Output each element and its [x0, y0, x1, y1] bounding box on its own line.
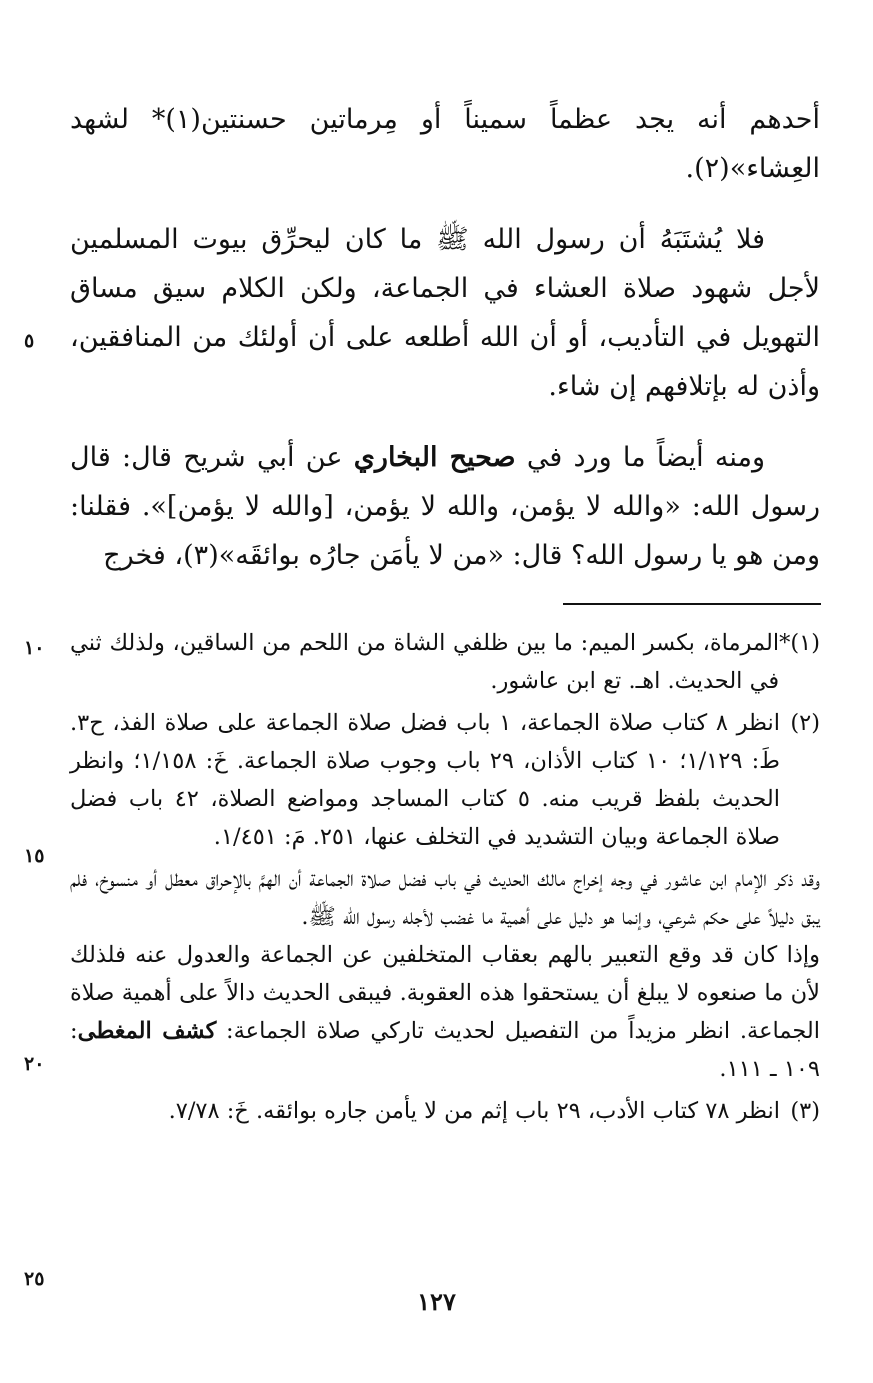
footnote-1-number: (١)* [779, 630, 820, 656]
paragraph-3-start: ومنه أيضاً ما ورد في [526, 442, 766, 473]
footnote-2 [70, 704, 820, 856]
footnote-3-text: انظر ٧٨ كتاب الأدب، ٢٩ باب إثم من لا يأمن جاره بوائقه. خَ: ٧/٧٨. [168, 1098, 780, 1124]
book-title-kashf: كشف المغطى [77, 1018, 217, 1044]
footnote-separator [563, 603, 821, 605]
footnote-3-number: (٣) [790, 1098, 820, 1124]
paragraph-2: فلا يُشتَبَهُ أن رسول الله ﷺ ما كان ليحرِّق بيوت المسلمين لأجل شهود صلاة العشاء في الجماعة، ولكن الكلام سيق مساق التهويل في التأديب، أو أن الله أطلعه على أن أولئك من المنافقين، وأذن له بإتلافهم إن شاء. [70, 224, 820, 402]
line-number-5: ٥ [24, 330, 35, 352]
line-number-10: ١٠ [24, 637, 45, 659]
line-number-25: ٢٥ [24, 1268, 45, 1290]
footnote-2-paragraph-2: وقد ذكر الإمام ابن عاشور في وجه إخراج مالك الحديث في باب فضل صلاة الجماعة أن الهمَّ بالإحراق معطل أو منسوخ، فلم يبق دليلاً على حكم شرعي، وإنما هو دليل على أهمية ما غضب لأجله رسول الله ﷺ. [70, 866, 820, 930]
footnote-1-text: المرماة، بكسر الميم: ما بين ظلفي الشاة من اللحم من الساقين، ولذلك ثني في الحديث. اهـ. تع ابن عاشور. [70, 630, 780, 694]
footnote-2-paragraph-3-pages: : ١٠٩ ـ ١١١. [70, 1018, 820, 1082]
paragraph-3 [70, 433, 820, 580]
footnote-3 [70, 1092, 820, 1130]
footnotes [70, 624, 820, 1130]
footnote-2-paragraph-3-text: وإذا كان قد وقع التعبير بالهم بعقاب المتخلفين عن الجماعة والعدول عنه فلذلك لأن ما صنعوه لا يبلغ أن يستحقوا هذه العقوبة. فيبقى الحديث دالاً على أهمية صلاة الجماعة. انظر مزيداً من التفصيل لحديث تاركي صلاة الجماعة: [70, 942, 820, 1044]
footnote-1 [70, 624, 820, 700]
footnote-2-text: انظر ٨ كتاب صلاة الجماعة، ١ باب فضل صلاة الجماعة على صلاة الفذ، ح٣. طَ: ١/١٢٩؛ ١٠ كتاب الأذان، ٢٩ باب وجوب صلاة الجماعة. خَ: ١/١٥٨؛ وانظر الحديث بلفظ قريب منه. ٥ كتاب المساجد ومواضع الصلاة، ٤٢ باب فضل صلاة الجماعة وبيان التشديد في التخلف عنها، ٢٥١. مَ: ١/٤٥١. [70, 710, 780, 850]
paragraph-1: أحدهم أنه يجد عظماً سميناً أو مِرماتين حسنتين(١)* لشهد العِشاء»(٢). [70, 104, 821, 184]
line-number-15: ١٥ [24, 845, 45, 867]
book-title-bukhari: صحيح البخاري [353, 442, 516, 473]
page-number: ١٢٧ [417, 1287, 456, 1316]
line-number-20: ٢٠ [24, 1053, 45, 1075]
body-text [70, 95, 820, 580]
footnote-2-number: (٢) [790, 710, 820, 736]
footnote-2-paragraph-3 [70, 936, 820, 1088]
paragraph-3-rest: عن أبي شريح قال: قال رسول الله: «والله لا يؤمن، والله لا يؤمن، [والله لا يؤمن]». فقلنا: ومن هو يا رسول الله؟ قال: «من لا يأمَن جارُه بوائقَه»(٣)، فخرج [70, 442, 820, 571]
